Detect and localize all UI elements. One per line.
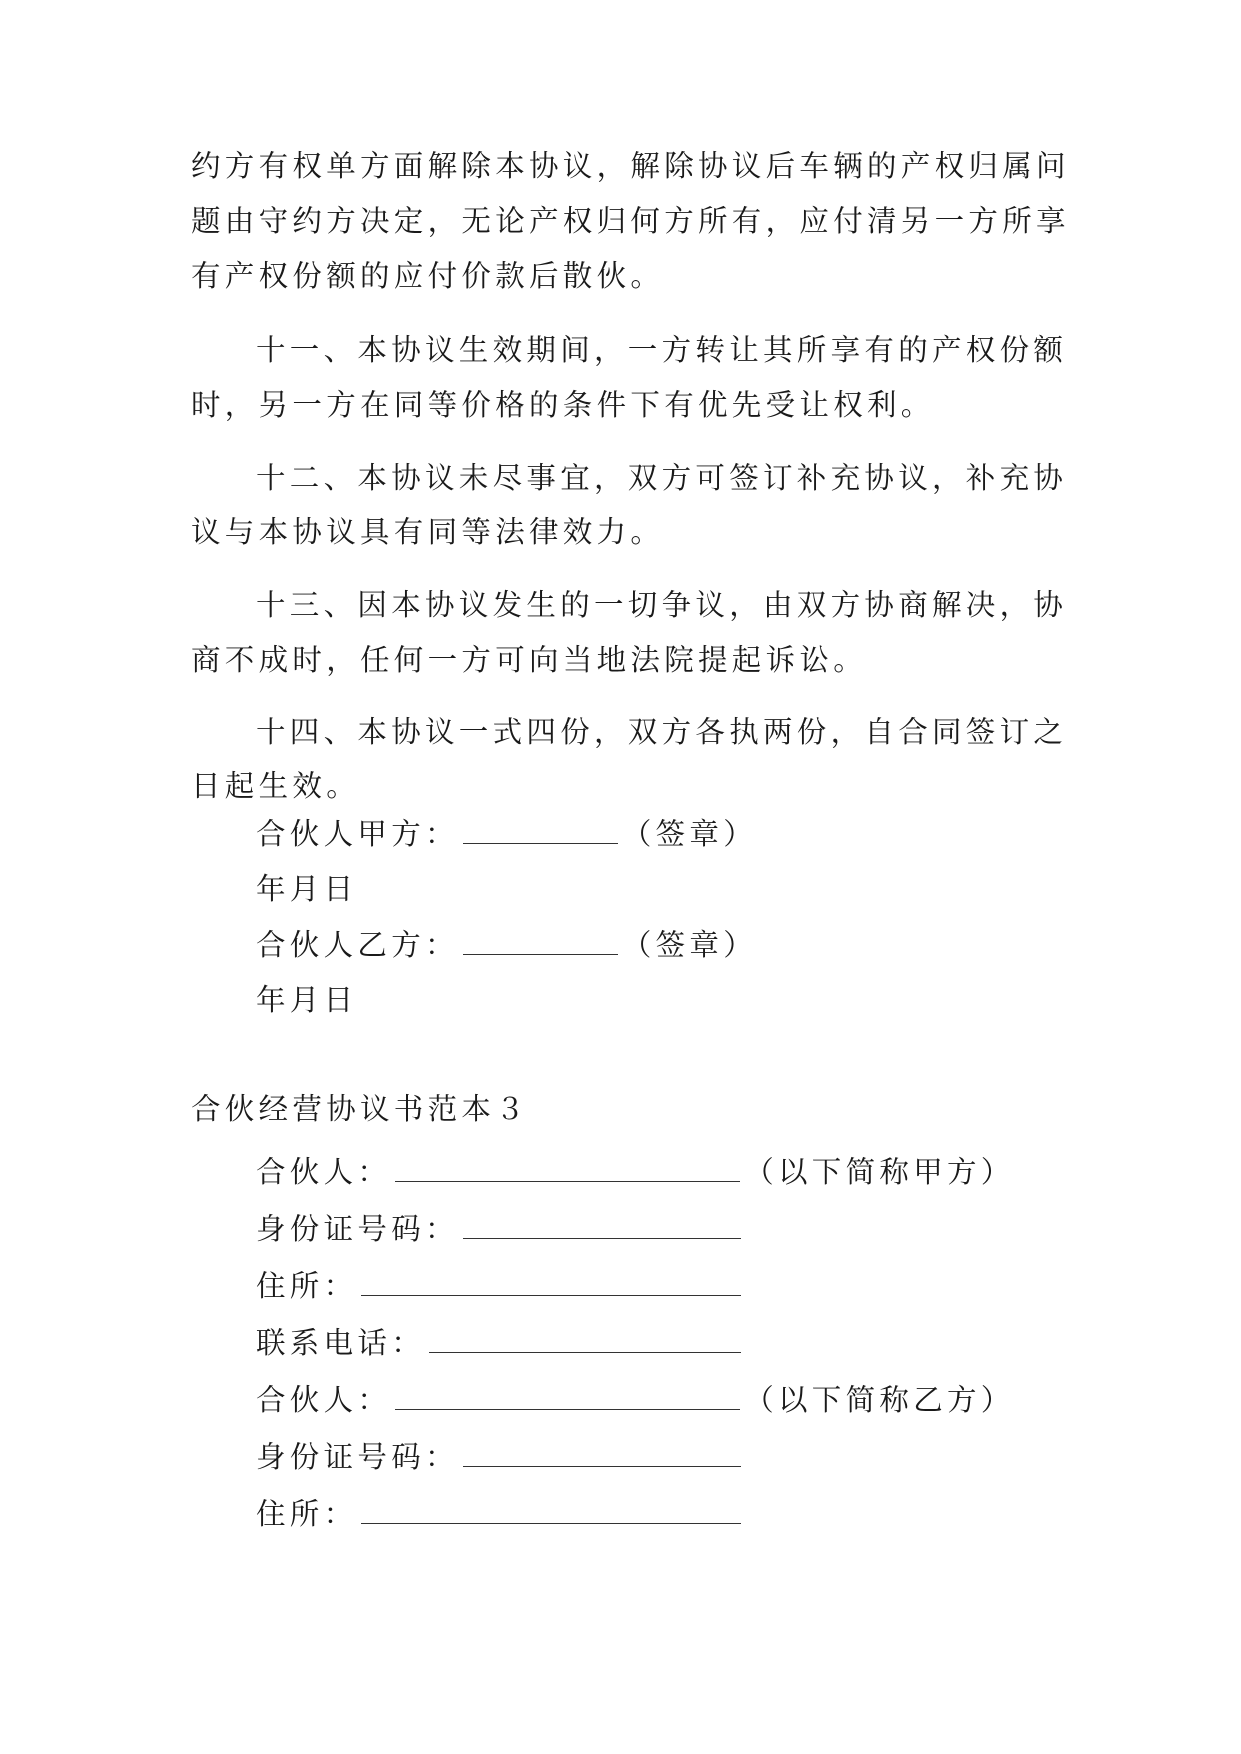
- partner-a-address-row: [256, 1266, 745, 1306]
- partner-b-id-row: [256, 1437, 745, 1477]
- partner-a-row: [256, 1152, 1015, 1192]
- paragraph-line: 商不成时，任何一方可向当地法院提起诉讼。: [191, 643, 868, 677]
- address-label: 住所：: [256, 1497, 358, 1531]
- paragraph-line: 日起生效。: [191, 769, 361, 803]
- partner-label: 合伙人：: [256, 1155, 392, 1189]
- id-label: 身份证号码：: [256, 1212, 459, 1246]
- party-a-label: 合伙人甲方：: [256, 817, 459, 851]
- clause-11-line: 十一、本协议生效期间，一方转让其所享有的产权份额: [256, 333, 1068, 367]
- party-b-note: （以下简称乙方）: [744, 1383, 1015, 1417]
- paragraph-line: 题由守约方决定，无论产权归何方所有，应付清另一方所享: [191, 204, 1070, 238]
- address-label: 住所：: [256, 1269, 358, 1303]
- partner-a-address-blank[interactable]: [361, 1269, 741, 1296]
- paragraph-line: 有产权份额的应付价款后散伙。: [191, 259, 665, 293]
- partner-a-phone-blank[interactable]: [429, 1326, 741, 1353]
- party-a-blank[interactable]: [463, 817, 618, 844]
- paragraph-line: 约方有权单方面解除本协议，解除协议后车辆的产权归属问: [191, 149, 1070, 183]
- party-b-blank[interactable]: [463, 928, 618, 955]
- paragraph-line: 议与本协议具有同等法律效力。: [191, 515, 665, 549]
- section-title: 合伙经营协议书范本３: [191, 1092, 530, 1126]
- partner-a-id-blank[interactable]: [463, 1212, 741, 1239]
- partner-b-id-blank[interactable]: [463, 1440, 741, 1467]
- party-a-signature: [256, 814, 757, 854]
- partner-a-phone-row: [256, 1323, 745, 1363]
- id-label: 身份证号码：: [256, 1440, 459, 1474]
- seal-note: （签章）: [621, 817, 758, 851]
- paragraph-line: 时，另一方在同等价格的条件下有优先受让权利。: [191, 388, 935, 422]
- clause-13-line: 十三、因本协议发生的一切争议，由双方协商解决，协: [256, 588, 1068, 622]
- partner-b-name-blank[interactable]: [395, 1383, 740, 1410]
- party-b-date: 年月日: [256, 983, 358, 1017]
- clause-12-line: 十二、本协议未尽事宜，双方可签订补充协议，补充协: [256, 461, 1068, 495]
- partner-b-address-blank[interactable]: [361, 1497, 741, 1524]
- partner-b-address-row: [256, 1494, 745, 1534]
- party-b-signature: [256, 925, 757, 965]
- party-a-note: （以下简称甲方）: [744, 1155, 1015, 1189]
- seal-note: （签章）: [621, 928, 758, 962]
- clause-14-line: 十四、本协议一式四份，双方各执两份，自合同签订之: [256, 715, 1068, 749]
- partner-label: 合伙人：: [256, 1383, 392, 1417]
- party-a-date: 年月日: [256, 872, 358, 906]
- party-b-label: 合伙人乙方：: [256, 928, 459, 962]
- partner-b-row: [256, 1380, 1015, 1420]
- partner-a-name-blank[interactable]: [395, 1155, 740, 1182]
- phone-label: 联系电话：: [256, 1326, 426, 1360]
- partner-a-id-row: [256, 1209, 745, 1249]
